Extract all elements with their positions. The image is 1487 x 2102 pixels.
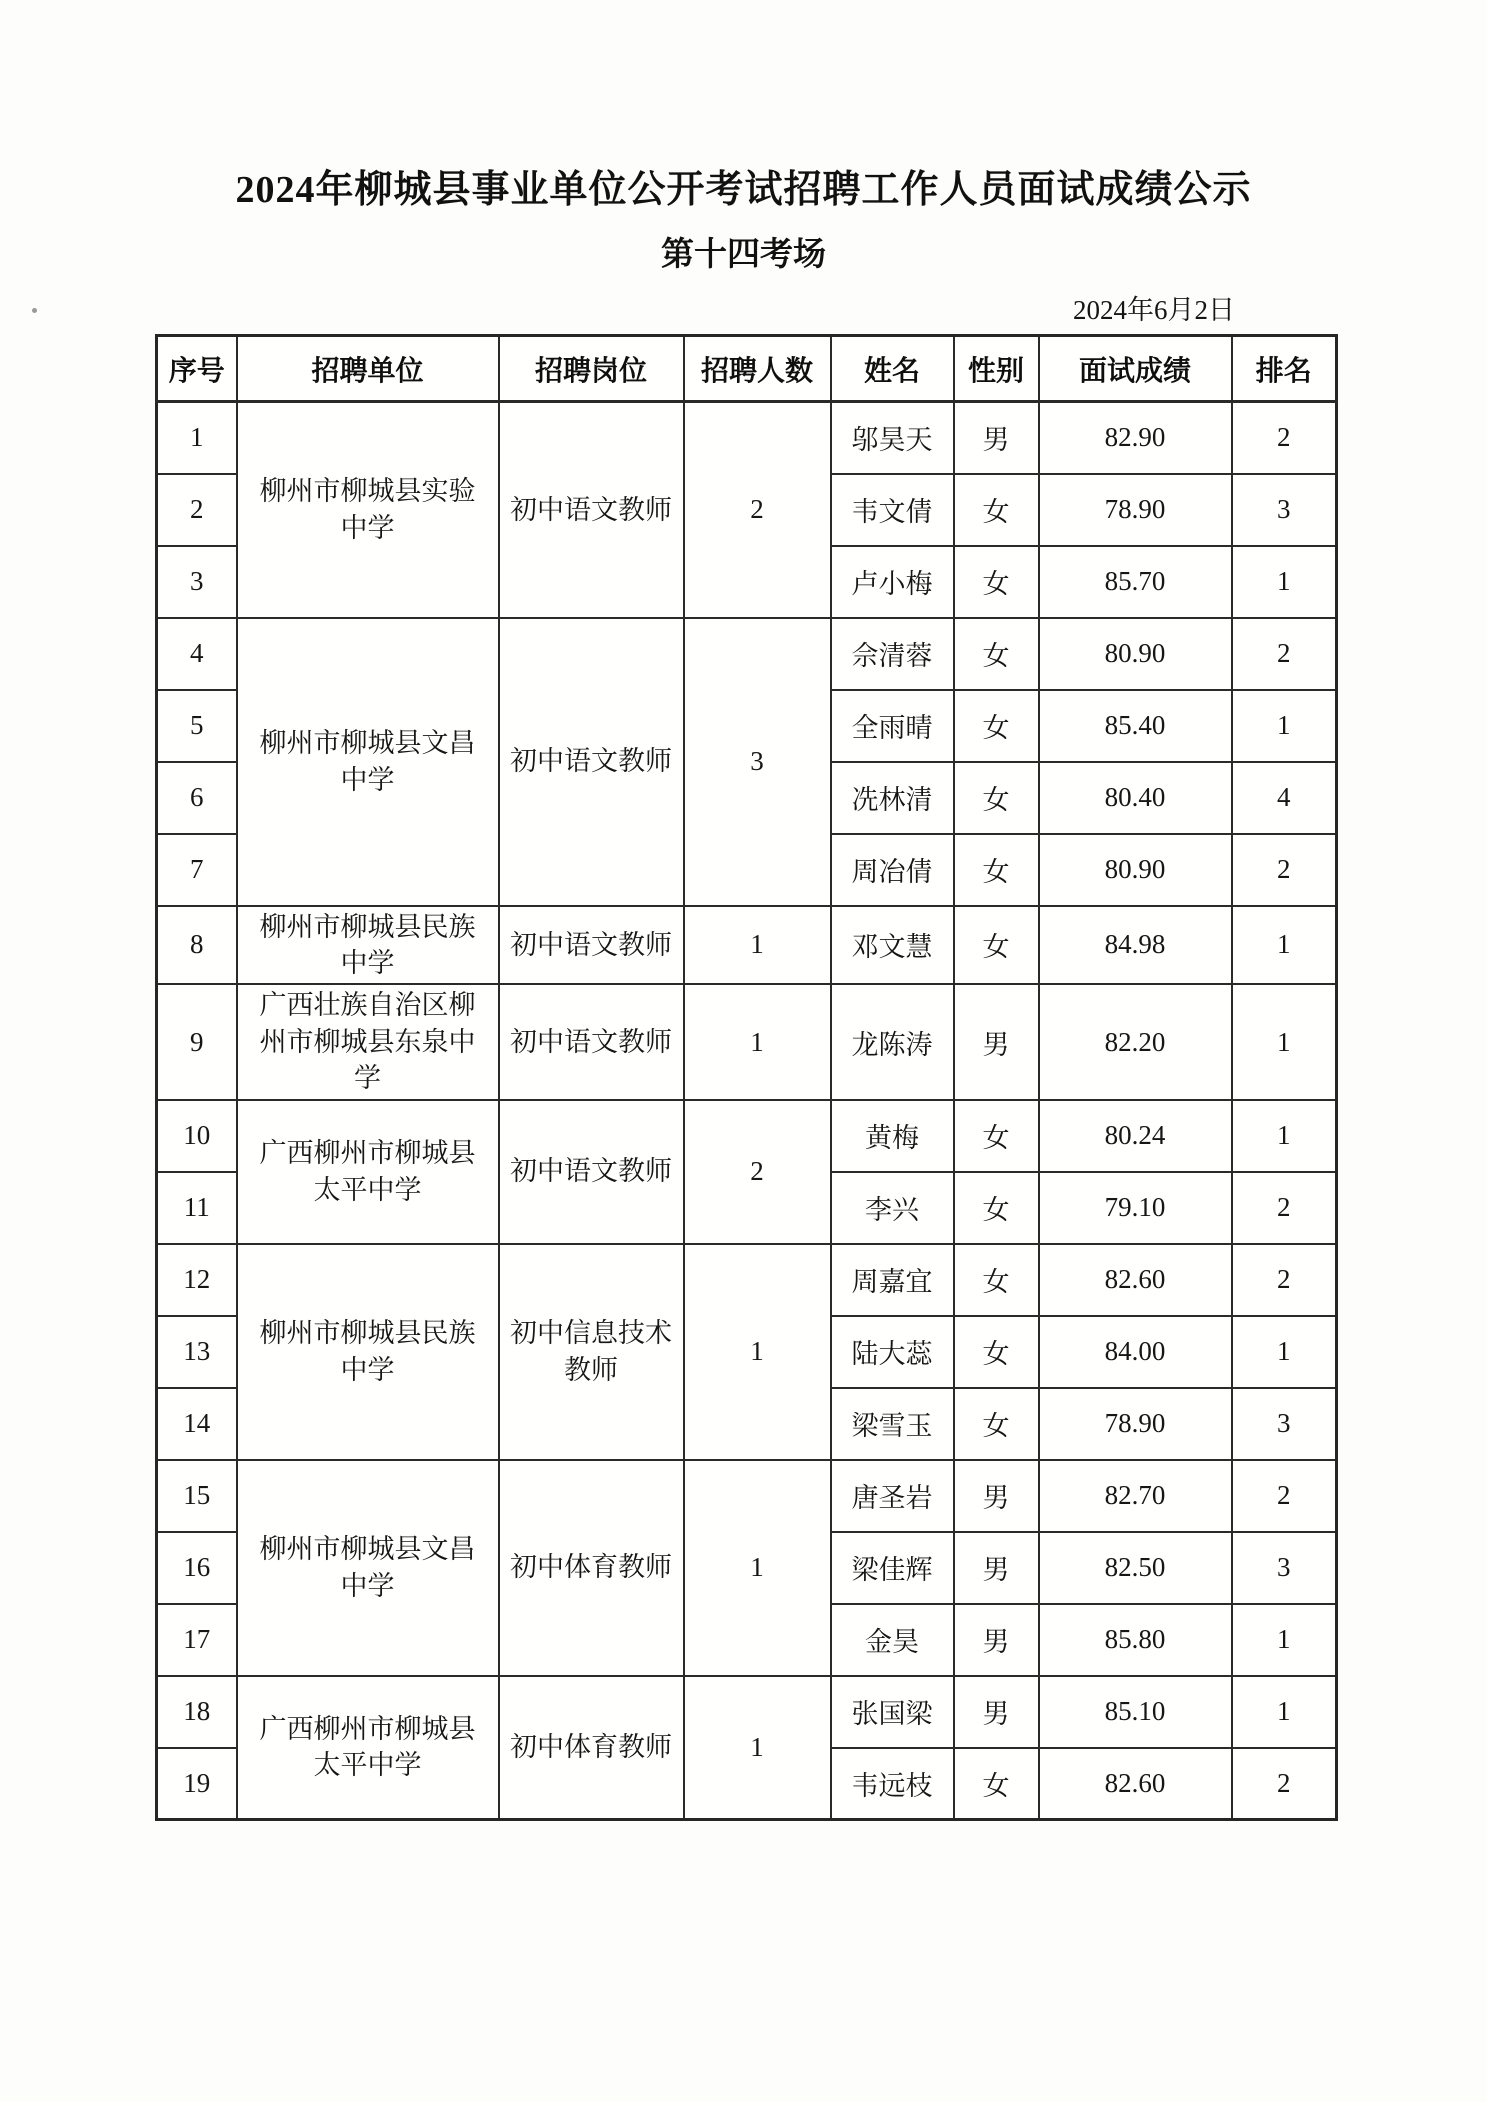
position-cell: 初中体育教师 <box>499 1676 684 1820</box>
rank-cell: 1 <box>1232 546 1337 618</box>
seq-cell: 5 <box>157 690 237 762</box>
rank-cell: 1 <box>1232 1676 1337 1748</box>
table-row <box>157 1100 1337 1172</box>
name-cell: 龙陈涛 <box>831 984 954 1099</box>
header-row <box>157 336 1337 402</box>
name-cell: 梁佳辉 <box>831 1532 954 1604</box>
gender-cell: 男 <box>954 1604 1039 1676</box>
header-gender: 性别 <box>954 336 1039 402</box>
name-cell: 冼林清 <box>831 762 954 834</box>
table-row <box>157 618 1337 690</box>
gender-cell: 男 <box>954 1676 1039 1748</box>
seq-cell: 10 <box>157 1100 237 1172</box>
gender-cell: 女 <box>954 474 1039 546</box>
score-cell: 80.90 <box>1039 618 1232 690</box>
score-cell: 82.70 <box>1039 1460 1232 1532</box>
quota-cell: 1 <box>684 1676 831 1820</box>
unit-cell: 广西壮族自治区柳州市柳城县东泉中学 <box>237 984 499 1099</box>
position-cell: 初中体育教师 <box>499 1460 684 1676</box>
rank-cell: 2 <box>1232 834 1337 906</box>
gender-cell: 女 <box>954 834 1039 906</box>
gender-cell: 女 <box>954 618 1039 690</box>
unit-cell: 柳州市柳城县文昌中学 <box>237 618 499 906</box>
position-cell: 初中语文教师 <box>499 402 684 618</box>
quota-cell: 1 <box>684 1460 831 1676</box>
unit-cell: 柳州市柳城县实验中学 <box>237 402 499 618</box>
quota-cell: 1 <box>684 1244 831 1460</box>
table-row <box>157 1460 1337 1532</box>
rank-cell: 2 <box>1232 1172 1337 1244</box>
score-cell: 82.20 <box>1039 984 1232 1099</box>
table-row <box>157 984 1337 1099</box>
unit-cell: 广西柳州市柳城县太平中学 <box>237 1676 499 1820</box>
position-cell: 初中信息技术教师 <box>499 1244 684 1460</box>
gender-cell: 男 <box>954 984 1039 1099</box>
rank-cell: 2 <box>1232 1748 1337 1820</box>
seq-cell: 1 <box>157 402 237 474</box>
header-name: 姓名 <box>831 336 954 402</box>
seq-cell: 7 <box>157 834 237 906</box>
name-cell: 唐圣岩 <box>831 1460 954 1532</box>
quota-cell: 2 <box>684 402 831 618</box>
score-cell: 84.98 <box>1039 906 1232 985</box>
header-seq: 序号 <box>157 336 237 402</box>
position-cell: 初中语文教师 <box>499 1100 684 1244</box>
rank-cell: 2 <box>1232 1460 1337 1532</box>
score-cell: 78.90 <box>1039 474 1232 546</box>
scan-speck <box>32 308 37 313</box>
rank-cell: 3 <box>1232 1532 1337 1604</box>
gender-cell: 女 <box>954 546 1039 618</box>
score-cell: 84.00 <box>1039 1316 1232 1388</box>
name-cell: 邬昊天 <box>831 402 954 474</box>
rank-cell: 4 <box>1232 762 1337 834</box>
name-cell: 佘清蓉 <box>831 618 954 690</box>
gender-cell: 女 <box>954 1172 1039 1244</box>
score-cell: 85.40 <box>1039 690 1232 762</box>
unit-cell: 广西柳州市柳城县太平中学 <box>237 1100 499 1244</box>
gender-cell: 女 <box>954 690 1039 762</box>
rank-cell: 2 <box>1232 402 1337 474</box>
header-rank: 排名 <box>1232 336 1337 402</box>
gender-cell: 女 <box>954 1244 1039 1316</box>
gender-cell: 女 <box>954 1100 1039 1172</box>
seq-cell: 6 <box>157 762 237 834</box>
gender-cell: 女 <box>954 762 1039 834</box>
seq-cell: 14 <box>157 1388 237 1460</box>
score-cell: 82.50 <box>1039 1532 1232 1604</box>
header-position: 招聘岗位 <box>499 336 684 402</box>
name-cell: 邓文慧 <box>831 906 954 985</box>
unit-cell: 柳州市柳城县文昌中学 <box>237 1460 499 1676</box>
score-cell: 80.24 <box>1039 1100 1232 1172</box>
gender-cell: 男 <box>954 1532 1039 1604</box>
name-cell: 韦远枝 <box>831 1748 954 1820</box>
header-unit: 招聘单位 <box>237 336 499 402</box>
seq-cell: 2 <box>157 474 237 546</box>
name-cell: 陆大蕊 <box>831 1316 954 1388</box>
exam-room-subtitle: 第十四考场 <box>661 237 826 273</box>
header-quota: 招聘人数 <box>684 336 831 402</box>
rank-cell: 1 <box>1232 1316 1337 1388</box>
rank-cell: 1 <box>1232 690 1337 762</box>
position-cell: 初中语文教师 <box>499 906 684 985</box>
publish-date: 2024年6月2日 <box>1073 295 1235 325</box>
table-row <box>157 906 1337 985</box>
score-cell: 85.70 <box>1039 546 1232 618</box>
seq-cell: 11 <box>157 1172 237 1244</box>
unit-cell: 柳州市柳城县民族中学 <box>237 906 499 985</box>
rank-cell: 1 <box>1232 984 1337 1099</box>
name-cell: 梁雪玉 <box>831 1388 954 1460</box>
position-cell: 初中语文教师 <box>499 984 684 1099</box>
score-cell: 78.90 <box>1039 1388 1232 1460</box>
quota-cell: 2 <box>684 1100 831 1244</box>
unit-cell: 柳州市柳城县民族中学 <box>237 1244 499 1460</box>
rank-cell: 1 <box>1232 1100 1337 1172</box>
seq-cell: 13 <box>157 1316 237 1388</box>
score-cell: 85.80 <box>1039 1604 1232 1676</box>
table-row <box>157 1244 1337 1316</box>
name-cell: 周嘉宜 <box>831 1244 954 1316</box>
page-title: 2024年柳城县事业单位公开考试招聘工作人员面试成绩公示 <box>235 169 1252 211</box>
quota-cell: 1 <box>684 984 831 1099</box>
quota-cell: 3 <box>684 618 831 906</box>
rank-cell: 3 <box>1232 1388 1337 1460</box>
gender-cell: 女 <box>954 1748 1039 1820</box>
table-row <box>157 402 1337 474</box>
quota-cell: 1 <box>684 906 831 985</box>
seq-cell: 19 <box>157 1748 237 1820</box>
name-cell: 李兴 <box>831 1172 954 1244</box>
table-row <box>157 1676 1337 1748</box>
rank-cell: 3 <box>1232 474 1337 546</box>
name-cell: 张国梁 <box>831 1676 954 1748</box>
name-cell: 黄梅 <box>831 1100 954 1172</box>
position-cell: 初中语文教师 <box>499 618 684 906</box>
gender-cell: 女 <box>954 1316 1039 1388</box>
table-body <box>157 402 1337 1820</box>
seq-cell: 9 <box>157 984 237 1099</box>
seq-cell: 18 <box>157 1676 237 1748</box>
seq-cell: 17 <box>157 1604 237 1676</box>
interview-score-table <box>155 334 1338 1821</box>
header-score: 面试成绩 <box>1039 336 1232 402</box>
gender-cell: 女 <box>954 1388 1039 1460</box>
name-cell: 周冶倩 <box>831 834 954 906</box>
rank-cell: 2 <box>1232 1244 1337 1316</box>
seq-cell: 12 <box>157 1244 237 1316</box>
seq-cell: 3 <box>157 546 237 618</box>
seq-cell: 8 <box>157 906 237 985</box>
name-cell: 全雨晴 <box>831 690 954 762</box>
score-cell: 82.60 <box>1039 1748 1232 1820</box>
rank-cell: 1 <box>1232 906 1337 985</box>
seq-cell: 16 <box>157 1532 237 1604</box>
seq-cell: 4 <box>157 618 237 690</box>
score-cell: 85.10 <box>1039 1676 1232 1748</box>
score-cell: 82.90 <box>1039 402 1232 474</box>
name-cell: 金昊 <box>831 1604 954 1676</box>
score-cell: 80.40 <box>1039 762 1232 834</box>
score-cell: 82.60 <box>1039 1244 1232 1316</box>
rank-cell: 2 <box>1232 618 1337 690</box>
score-cell: 79.10 <box>1039 1172 1232 1244</box>
gender-cell: 男 <box>954 1460 1039 1532</box>
table-header <box>157 336 1337 402</box>
gender-cell: 女 <box>954 906 1039 985</box>
name-cell: 卢小梅 <box>831 546 954 618</box>
name-cell: 韦文倩 <box>831 474 954 546</box>
seq-cell: 15 <box>157 1460 237 1532</box>
gender-cell: 男 <box>954 402 1039 474</box>
rank-cell: 1 <box>1232 1604 1337 1676</box>
score-cell: 80.90 <box>1039 834 1232 906</box>
